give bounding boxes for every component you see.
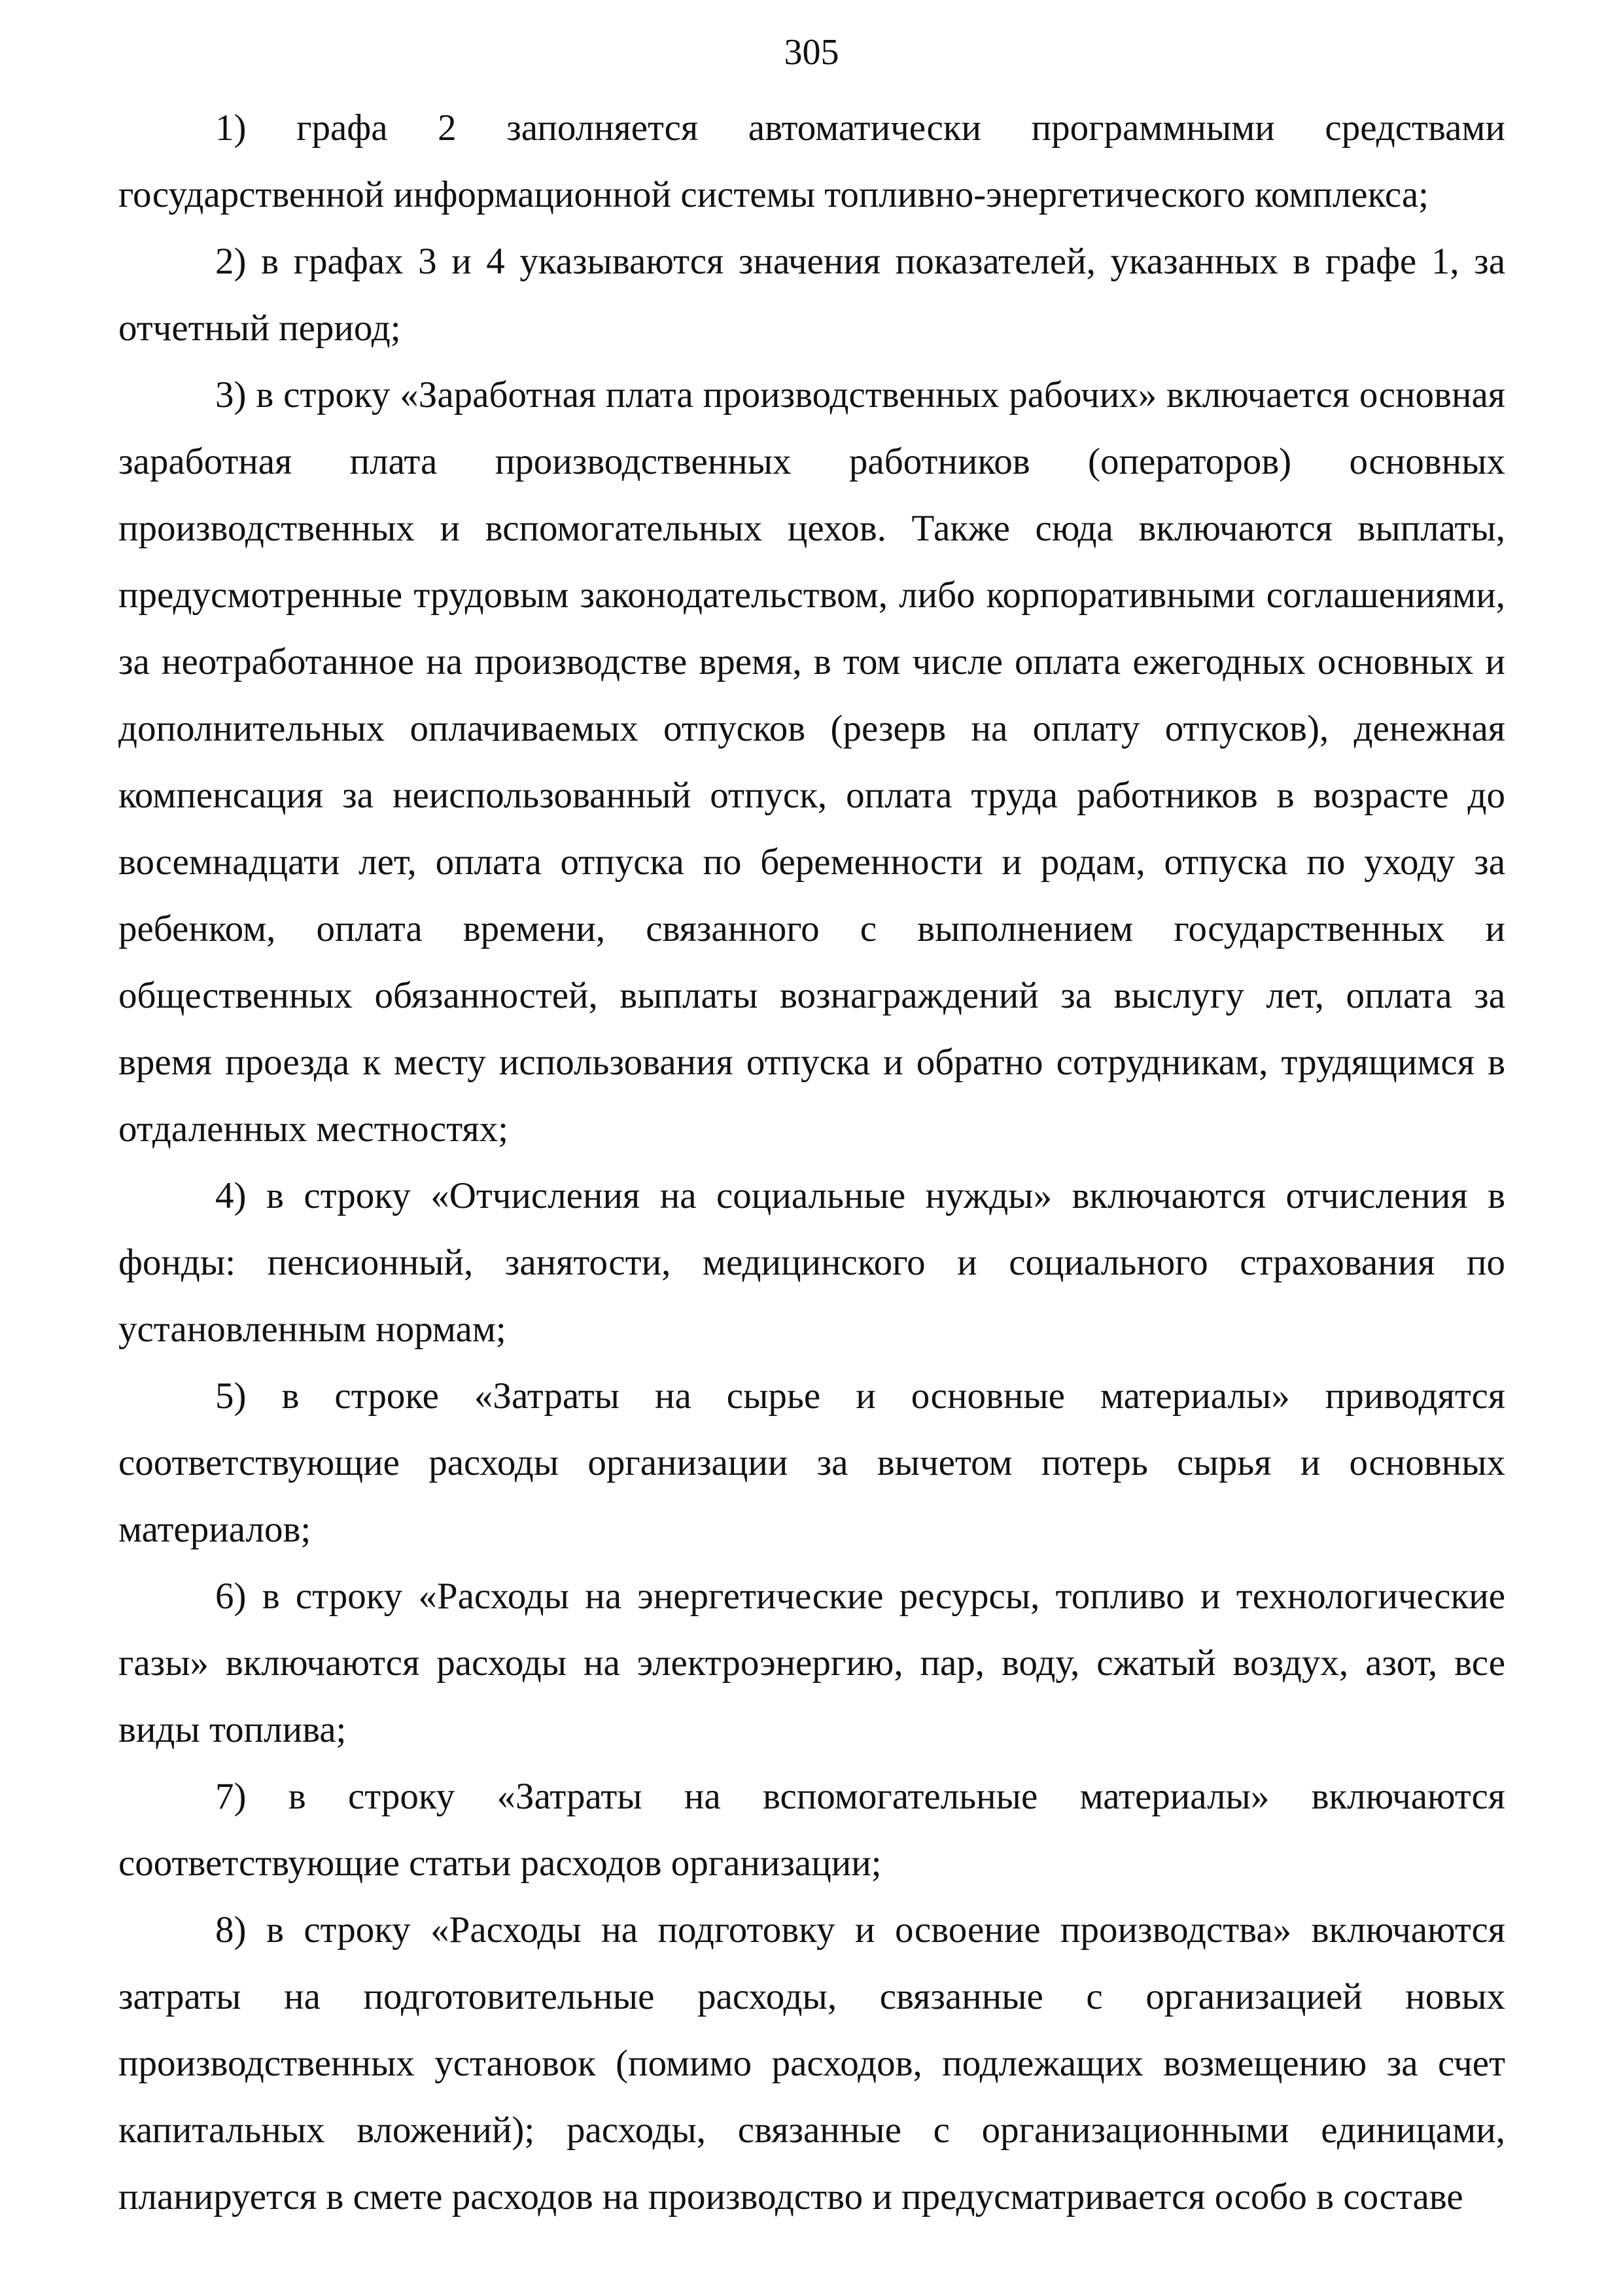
paragraph-item-2: 2) в графах 3 и 4 указываются значения показателей, указанных в графе 1, за отчетный период; [118, 241, 1505, 349]
paragraph-item-4: 4) в строку «Отчисления на социальные нужды» включаются отчисления в фонды: пенсионный, занятости, медицинского и социального страхования по установленным нормам; [118, 1175, 1505, 1350]
paragraph-item-8: 8) в строку «Расходы на подготовку и освоение производства» включаются затраты на подготовительные расходы, связанные с организацией новых производственных установок (помимо расходов, подлежащих возмещению за счет капитальных вложений); расходы, связанные с организационными единицами, планируется в смете расходов на производство и предусматривается особо в составе [118, 1909, 1505, 2217]
paragraph-item-6: 6) в строку «Расходы на энергетические ресурсы, топливо и технологические газы» включаются расходы на электроэнергию, пар, воду, сжатый воздух, азот, все виды топлива; [118, 1576, 1505, 1750]
paragraph-item-7: 7) в строку «Затраты на вспомогательные материалы» включаются соответствующие статьи расходов организации; [118, 1776, 1505, 1884]
paragraph-item-3: 3) в строку «Заработная плата производственных рабочих» включается основная заработная плата производственных работников (операторов) основных производственных и вспомогательных цехов. Также сюда включаются выплаты, предусмотренные трудовым законодательством, либо корпоративными соглашениями, за неотработанное на производстве время, в том числе оплата ежегодных основных и дополнительных оплачиваемых отпусков (резерв на оплату отпусков), денежная компенсация за неиспользованный отпуск, оплата труда работников в возрасте до восемнадцати лет, оплата отпуска по беременности и родам, отпуска по уходу за ребенком, оплата времени, связанного с выполнением государственных и общественных обязанностей, выплаты вознаграждений за выслугу лет, оплата за время проезда к месту использования отпуска и обратно сотрудникам, трудящимся в отдаленных местностях; [118, 374, 1505, 1150]
paragraph-item-5: 5) в строке «Затраты на сырье и основные материалы» приводятся соответствующие расходы организации за вычетом потерь сырья и основных материалов; [118, 1375, 1505, 1550]
paragraph-item-1: 1) графа 2 заполняется автоматически программными средствами государственной информационной системы топливно-энергетического комплекса; [118, 107, 1505, 215]
document-body [118, 95, 1505, 2231]
page-number: 305 [784, 32, 839, 73]
